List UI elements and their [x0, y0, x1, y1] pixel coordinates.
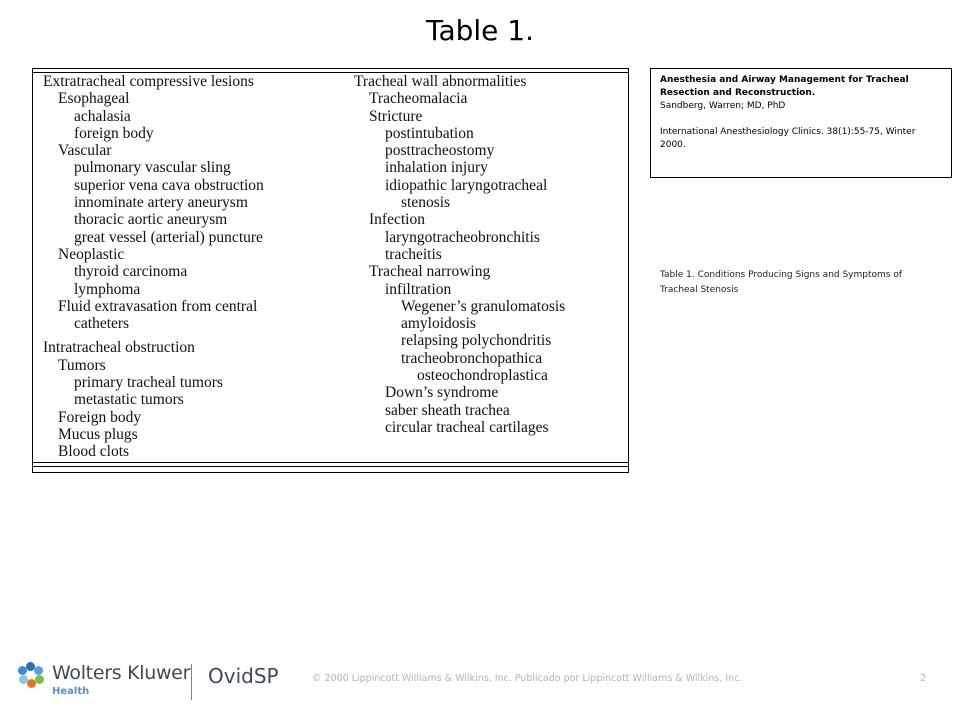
right-line: tracheitis: [385, 245, 442, 263]
right-line: postintubation: [385, 124, 474, 142]
left-line: Tumors: [58, 356, 106, 374]
logo-dot: [19, 675, 28, 684]
left-line: Neoplastic: [58, 245, 125, 263]
right-line: saber sheath trachea: [385, 401, 510, 419]
left-line: Intratracheal obstruction: [43, 339, 195, 357]
right-line: posttracheostomy: [385, 142, 495, 160]
table-caption: Table 1. Conditions Producing Signs and Symptoms of Tracheal Stenosis: [660, 270, 903, 295]
right-line: Tracheomalacia: [369, 90, 468, 108]
copyright-notice: © 2000 Lippincott Williams & Wilkins, Inc. Publicado por Lippincott Williams & Wilkins, Inc.: [312, 673, 743, 684]
logo-dot: [35, 675, 44, 684]
table-right-column: [354, 73, 624, 436]
left-line: catheters: [74, 315, 130, 333]
brand-subtitle: Health: [52, 686, 90, 697]
right-line: tracheobronchopathica: [401, 349, 543, 367]
left-line: Blood clots: [58, 443, 130, 461]
logo-dot: [27, 679, 36, 688]
page-number: 2: [920, 673, 927, 684]
ovidsp-logo: OvidSP: [208, 664, 279, 688]
right-line: inhalation injury: [385, 159, 488, 177]
citation-spacer: [660, 113, 942, 126]
right-line: Infection: [369, 211, 425, 229]
left-line: great vessel (arterial) puncture: [74, 228, 263, 246]
footer-divider: [191, 664, 192, 700]
right-line: Stricture: [369, 107, 423, 125]
right-line: stenosis: [401, 194, 451, 212]
left-line: Foreign body: [58, 408, 142, 426]
right-line: Tracheal wall abnormalities: [354, 73, 527, 90]
left-line: thoracic aortic aneurysm: [74, 211, 228, 229]
citation-authors: Sandberg, Warren; MD, PhD: [660, 101, 786, 111]
left-line: innominate artery aneurysm: [74, 194, 248, 212]
table-figure: [32, 68, 629, 473]
left-line: Mucus plugs: [58, 425, 138, 443]
table-bottom-rule-1: [33, 462, 628, 463]
left-line: achalasia: [74, 107, 131, 125]
left-line: foreign body: [74, 124, 154, 142]
footer: [0, 656, 960, 720]
right-line: circular tracheal cartilages: [385, 418, 549, 436]
logo-dot: [34, 666, 43, 675]
citation-source: International Anesthesiology Clinics. 38(1):55-75, Winter 2000.: [660, 127, 916, 150]
left-line: Extratracheal compressive lesions: [43, 73, 254, 90]
left-line: superior vena cava obstruction: [74, 176, 264, 194]
citation-box: [650, 68, 952, 178]
right-line: osteochondroplastica: [417, 367, 548, 385]
left-line: lymphoma: [74, 280, 141, 298]
logo-dot: [18, 666, 27, 675]
left-line: thyroid carcinoma: [74, 263, 188, 281]
right-line: amyloidosis: [401, 315, 476, 333]
table-bottom-rule-2: [33, 466, 628, 467]
left-line: metastatic tumors: [74, 391, 184, 409]
left-line: primary tracheal tumors: [74, 374, 223, 392]
right-line: laryngotracheobronchitis: [385, 228, 540, 246]
citation-title: Anesthesia and Airway Management for Tracheal Resection and Reconstruction.: [660, 75, 909, 98]
table-left-column: [43, 73, 343, 461]
left-line: pulmonary vascular sling: [74, 159, 231, 177]
slide-title: Table 1.: [425, 14, 535, 47]
right-line: infiltration: [385, 280, 452, 298]
right-line: idiopathic laryngotracheal: [385, 176, 548, 194]
right-line: Wegener’s granulomatosis: [401, 297, 566, 315]
brand-name: Wolters Kluwer: [52, 662, 191, 684]
right-line: Tracheal narrowing: [369, 263, 491, 281]
right-line: Down’s syndrome: [385, 384, 499, 402]
wolters-kluwer-logo-icon: [18, 662, 44, 688]
right-line: relapsing polychondritis: [401, 332, 552, 350]
left-line: Esophageal: [58, 90, 130, 108]
left-line: Vascular: [58, 142, 112, 160]
left-line: Fluid extravasation from central: [58, 297, 258, 315]
